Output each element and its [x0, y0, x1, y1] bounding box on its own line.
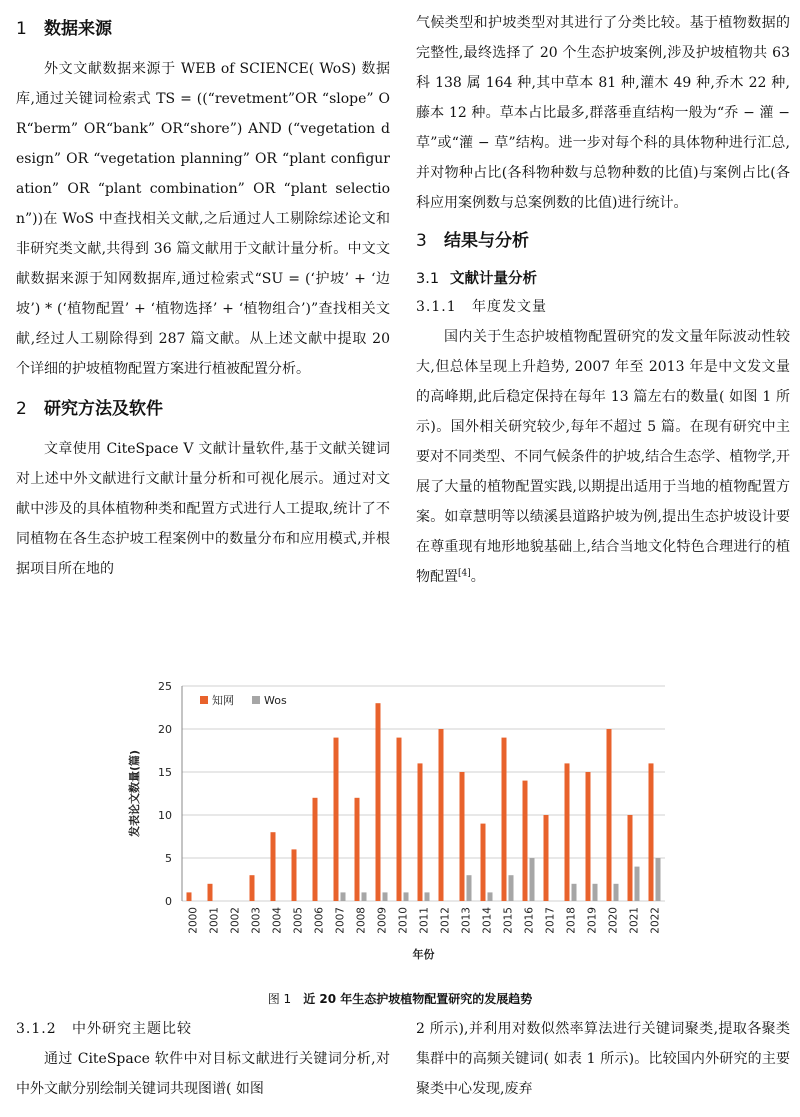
y-axis-title: 发表论文数量(篇) — [128, 749, 141, 838]
legend-label: Wos — [264, 694, 287, 707]
bar-wos — [509, 875, 514, 901]
bar-wos — [530, 858, 535, 901]
x-tick-label: 2006 — [313, 907, 326, 934]
legend-label: 知网 — [212, 694, 234, 707]
bar-wos — [488, 892, 493, 901]
x-tick-label: 2007 — [334, 907, 347, 934]
subsection-heading-3-1 — [416, 266, 790, 292]
figure-caption-text: 近 20 年生态护坡植物配置研究的发展趋势 — [303, 992, 533, 1006]
bar-cnki — [649, 763, 654, 901]
y-tick-label: 0 — [165, 895, 172, 908]
bar-cnki — [607, 729, 612, 901]
bar-cnki — [523, 781, 528, 901]
x-tick-label: 2017 — [544, 907, 557, 934]
section-number: 2 — [16, 399, 27, 419]
citation-ref[interactable]: [4] — [458, 568, 471, 579]
bar-cnki — [586, 772, 591, 901]
bar-cnki — [628, 815, 633, 901]
x-tick-label: 2015 — [502, 907, 515, 934]
bar-wos — [572, 884, 577, 901]
bar-wos — [383, 892, 388, 901]
paragraph-methods-continued: 气候类型和护坡类型对其进行了分类比较。基于植物数据的完整性,最终选择了 20 个生态护坡案例,涉及护坡植物共 63 科 138 属 164 种,其中草本 81 种,灌木 49 种,乔木 22 种,藤本 12 种。草本占比最多,群落垂直结构一般为“乔 − 灌 − 草”或“灌 − 草”结构。进一步对每个科的具体物种进行汇总,并对物种占比(各科物种数与总物种数的比值)与案例占比(各科应用案例数与总案例数的比值)进行统计。 — [416, 15, 790, 211]
bottom-left-column — [16, 1014, 390, 1104]
paragraph-text: 国内关于生态护坡植物配置研究的发文量年际波动性较大,但总体呈现上升趋势, 2007 年至 2013 年是中文发文量的高峰期,此后稳定保持在每年 13 篇左右的数量( 如图 1 所示)。国外相关研究较少,每年不超过 5 篇。在现有研究中主要对不同类型、不同气候条件的护坡,结合生态学、植物学,开展了大量的植物配置实践,以期提出适用于当地的植物配置方案。如章慧明等以绩溪县道路护坡为例,提出生态护坡设计要在尊重现有地形地貌基础上,结合当地文化特色合理进行的植物配置 — [416, 329, 790, 585]
x-tick-label: 2013 — [460, 907, 473, 934]
section-title: 结果与分析 — [444, 231, 529, 251]
section-heading-1 — [16, 14, 390, 44]
subsubsection-title: 中外研究主题比较 — [72, 1021, 192, 1037]
bar-cnki — [565, 763, 570, 901]
paragraph-annual-output — [416, 322, 790, 592]
x-tick-label: 2019 — [586, 907, 599, 934]
x-tick-label: 2005 — [292, 907, 305, 934]
section-number: 1 — [16, 19, 27, 39]
x-tick-label: 2001 — [208, 907, 221, 934]
section-heading-2 — [16, 394, 390, 424]
paragraph-topic-comparison: 通过 CiteSpace 软件中对目标文献进行关键词分析,对中外文献分别绘制关键词共现图谱( 如图 — [16, 1051, 390, 1097]
bar-cnki — [187, 892, 192, 901]
bar-cnki — [460, 772, 465, 901]
x-tick-label: 2002 — [229, 907, 242, 934]
bar-wos — [362, 892, 367, 901]
y-tick-label: 20 — [158, 723, 172, 736]
bar-wos — [467, 875, 472, 901]
bar-cnki — [502, 738, 507, 901]
x-tick-label: 2016 — [523, 907, 536, 934]
bar-cnki — [439, 729, 444, 901]
figure-number: 图 1 — [267, 992, 292, 1006]
subsubsection-number: 3.1.2 — [16, 1021, 57, 1037]
bar-cnki — [397, 738, 402, 901]
x-axis-title: 年份 — [412, 948, 435, 961]
bar-cnki — [376, 703, 381, 901]
subsubsection-heading-3-1-2 — [16, 1014, 390, 1044]
bottom-right-column — [416, 1014, 790, 1104]
bar-wos — [425, 892, 430, 901]
subsubsection-number: 3.1.1 — [416, 299, 457, 315]
section-heading-3 — [416, 226, 790, 256]
x-tick-label: 2014 — [481, 907, 494, 934]
paragraph-data-source: 外文文献数据来源于 WEB of SCIENCE( WoS) 数据库,通过关键词检索式 TS = ((“revetment”OR “slope” OR“berm” OR“bank” OR“shore”) AND (“vegetation design” OR “vegetation planning” OR “plant configuration” OR “plant combination” OR “plant selection”))在 WoS 中查找相关文献,之后通过人工剔除综述论文和非研究类文献,共得到 36 篇文献用于文献计量分析。中文文献数据来源于知网数据库,通过检索式“SU = (‘护坡’ + ‘边坡’) * (‘植物配置’ + ‘植物选择’ + ‘植物组合’)”查找相关文献,经过人工剔除得到 287 篇文献。从上述文献中提取 20 个详细的护坡植物配置方案进行植被配置分析。 — [16, 61, 390, 377]
x-tick-label: 2022 — [649, 907, 662, 934]
subsection-title: 文献计量分析 — [450, 271, 537, 287]
bar-wos — [635, 867, 640, 901]
bar-cnki — [292, 849, 297, 901]
x-tick-label: 2010 — [397, 907, 410, 934]
subsubsection-title: 年度发文量 — [472, 299, 547, 315]
bar-cnki — [334, 738, 339, 901]
x-tick-label: 2012 — [439, 907, 452, 934]
section-number: 3 — [416, 231, 427, 251]
bar-cnki — [418, 763, 423, 901]
y-tick-label: 15 — [158, 766, 172, 779]
bar-cnki — [250, 875, 255, 901]
x-tick-label: 2004 — [271, 907, 284, 934]
figure-caption — [0, 990, 800, 1007]
bar-cnki — [544, 815, 549, 901]
bar-wos — [404, 892, 409, 901]
bar-wos — [593, 884, 598, 901]
x-tick-label: 2009 — [376, 907, 389, 934]
y-tick-label: 10 — [158, 809, 172, 822]
y-tick-label: 25 — [158, 680, 172, 693]
paragraph-topic-comparison-continued: 2 所示),并利用对数似然率算法进行关键词聚类,提取各聚类集群中的高频关键词( 如表 1 所示)。比较国内外研究的主要聚类中心发现,废弃 — [416, 1021, 790, 1097]
subsection-number: 3.1 — [416, 271, 440, 287]
bar-cnki — [481, 824, 486, 901]
y-tick-label: 5 — [165, 852, 172, 865]
right-column — [416, 8, 790, 592]
bar-cnki — [355, 798, 360, 901]
bar-cnki — [313, 798, 318, 901]
paragraph-end: 。 — [470, 569, 485, 585]
x-tick-label: 2008 — [355, 907, 368, 934]
figure-1-chart — [120, 676, 680, 966]
left-column — [16, 8, 390, 584]
bar-chart — [120, 676, 680, 966]
legend-swatch — [252, 696, 260, 704]
bar-wos — [656, 858, 661, 901]
x-tick-label: 2011 — [418, 907, 431, 934]
bar-wos — [341, 892, 346, 901]
x-tick-label: 2021 — [628, 907, 641, 934]
x-tick-label: 2020 — [607, 907, 620, 934]
bar-cnki — [208, 884, 213, 901]
bar-wos — [614, 884, 619, 901]
section-title: 数据来源 — [44, 19, 112, 39]
section-title: 研究方法及软件 — [44, 399, 163, 419]
bar-cnki — [271, 832, 276, 901]
x-tick-label: 2018 — [565, 907, 578, 934]
x-tick-label: 2000 — [187, 907, 200, 934]
paragraph-methods: 文章使用 CiteSpace V 文献计量软件,基于文献关键词对上述中外文献进行文献计量分析和可视化展示。通过对文献中涉及的具体植物种类和配置方式进行人工提取,统计了不同植物在各生态护坡工程案例中的数量分布和应用模式,并根据项目所在地的 — [16, 441, 390, 577]
legend-swatch — [200, 696, 208, 704]
x-tick-label: 2003 — [250, 907, 263, 934]
subsubsection-heading-3-1-1 — [416, 292, 790, 322]
